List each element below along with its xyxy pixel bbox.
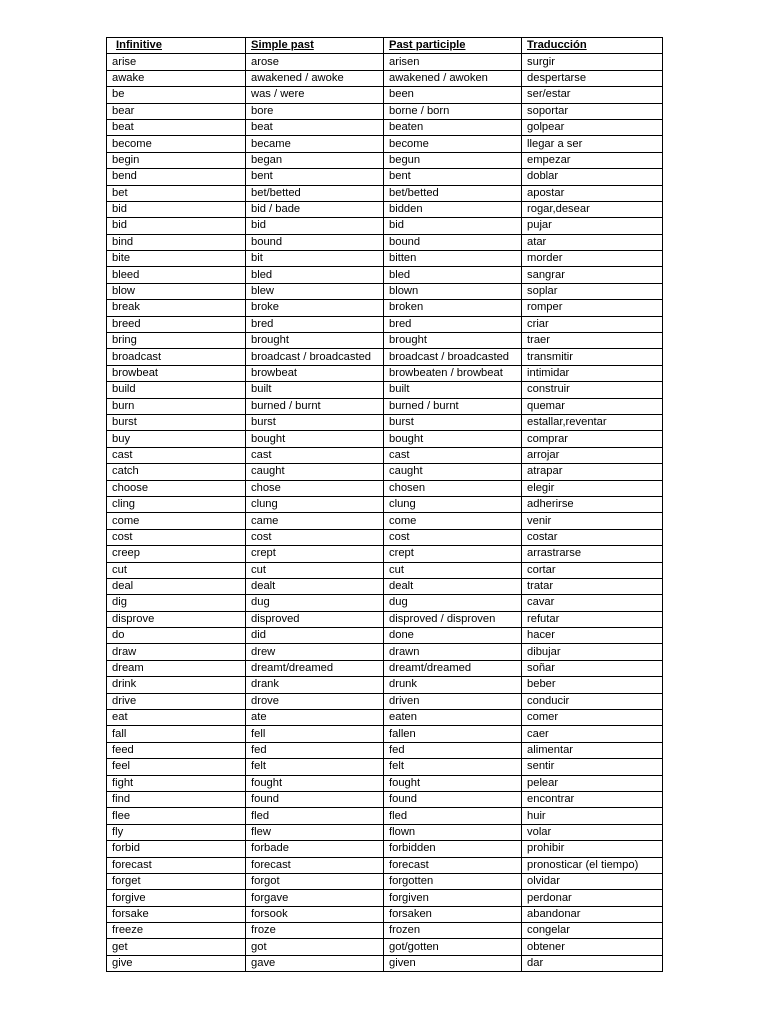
traduccion-cell: soportar <box>522 103 663 119</box>
infinitive-cell: blow <box>107 283 246 299</box>
past-participle-cell: forecast <box>384 857 522 873</box>
traduccion-cell: caer <box>522 726 663 742</box>
traduccion-cell: beber <box>522 677 663 693</box>
table-row <box>107 726 663 742</box>
simple-past-cell: froze <box>246 923 384 939</box>
traduccion-cell: quemar <box>522 398 663 414</box>
table-row <box>107 906 663 922</box>
simple-past-cell: flew <box>246 824 384 840</box>
infinitive-cell: beat <box>107 119 246 135</box>
infinitive-cell: dig <box>107 595 246 611</box>
traduccion-cell: atrapar <box>522 464 663 480</box>
simple-past-cell: forgave <box>246 890 384 906</box>
infinitive-cell: breed <box>107 316 246 332</box>
infinitive-cell: do <box>107 628 246 644</box>
table-row <box>107 382 663 398</box>
traduccion-cell: ser/estar <box>522 87 663 103</box>
simple-past-cell: gave <box>246 955 384 971</box>
past-participle-cell: bent <box>384 169 522 185</box>
past-participle-cell: blown <box>384 283 522 299</box>
traduccion-cell: conducir <box>522 693 663 709</box>
traduccion-cell: transmitir <box>522 349 663 365</box>
simple-past-cell: forgot <box>246 873 384 889</box>
past-participle-cell: built <box>384 382 522 398</box>
table-row <box>107 529 663 545</box>
past-participle-cell: forbidden <box>384 841 522 857</box>
table-row <box>107 611 663 627</box>
table-row <box>107 791 663 807</box>
infinitive-cell: feed <box>107 742 246 758</box>
infinitive-cell: fall <box>107 726 246 742</box>
table-row <box>107 841 663 857</box>
traduccion-cell: encontrar <box>522 791 663 807</box>
past-participle-cell: brought <box>384 333 522 349</box>
table-row <box>107 578 663 594</box>
infinitive-cell: bear <box>107 103 246 119</box>
simple-past-cell: disproved <box>246 611 384 627</box>
header-infinitive: Infinitive <box>107 38 246 54</box>
table-row <box>107 119 663 135</box>
infinitive-cell: feel <box>107 759 246 775</box>
table-row <box>107 693 663 709</box>
traduccion-cell: llegar a ser <box>522 136 663 152</box>
past-participle-cell: eaten <box>384 710 522 726</box>
traduccion-cell: construir <box>522 382 663 398</box>
simple-past-cell: felt <box>246 759 384 775</box>
traduccion-cell: comprar <box>522 431 663 447</box>
past-participle-cell: bitten <box>384 251 522 267</box>
infinitive-cell: forget <box>107 873 246 889</box>
traduccion-cell: adherirse <box>522 496 663 512</box>
past-participle-cell: fought <box>384 775 522 791</box>
past-participle-cell: been <box>384 87 522 103</box>
simple-past-cell: bred <box>246 316 384 332</box>
simple-past-cell: bid / bade <box>246 201 384 217</box>
traduccion-cell: arrastrarse <box>522 546 663 562</box>
infinitive-cell: forecast <box>107 857 246 873</box>
infinitive-cell: come <box>107 513 246 529</box>
traduccion-cell: pujar <box>522 218 663 234</box>
simple-past-cell: drank <box>246 677 384 693</box>
simple-past-cell: burst <box>246 414 384 430</box>
infinitive-cell: bleed <box>107 267 246 283</box>
table-row <box>107 54 663 70</box>
simple-past-cell: caught <box>246 464 384 480</box>
infinitive-cell: freeze <box>107 923 246 939</box>
traduccion-cell: morder <box>522 251 663 267</box>
infinitive-cell: burn <box>107 398 246 414</box>
traduccion-cell: elegir <box>522 480 663 496</box>
simple-past-cell: awakened / awoke <box>246 70 384 86</box>
infinitive-cell: burst <box>107 414 246 430</box>
simple-past-cell: ate <box>246 710 384 726</box>
past-participle-cell: drawn <box>384 644 522 660</box>
traduccion-cell: atar <box>522 234 663 250</box>
simple-past-cell: dealt <box>246 578 384 594</box>
table-row <box>107 513 663 529</box>
infinitive-cell: cling <box>107 496 246 512</box>
infinitive-cell: forsake <box>107 906 246 922</box>
simple-past-cell: bid <box>246 218 384 234</box>
past-participle-cell: arisen <box>384 54 522 70</box>
infinitive-cell: choose <box>107 480 246 496</box>
infinitive-cell: bet <box>107 185 246 201</box>
simple-past-cell: came <box>246 513 384 529</box>
verb-table-body <box>107 54 663 972</box>
simple-past-cell: browbeat <box>246 365 384 381</box>
table-row <box>107 201 663 217</box>
table-row <box>107 644 663 660</box>
past-participle-cell: borne / born <box>384 103 522 119</box>
simple-past-cell: bet/betted <box>246 185 384 201</box>
table-row <box>107 759 663 775</box>
simple-past-cell: built <box>246 382 384 398</box>
past-participle-cell: burned / burnt <box>384 398 522 414</box>
past-participle-cell: fled <box>384 808 522 824</box>
table-row <box>107 595 663 611</box>
simple-past-cell: fell <box>246 726 384 742</box>
past-participle-cell: drunk <box>384 677 522 693</box>
past-participle-cell: beaten <box>384 119 522 135</box>
infinitive-cell: forbid <box>107 841 246 857</box>
simple-past-cell: found <box>246 791 384 807</box>
past-participle-cell: disproved / disproven <box>384 611 522 627</box>
table-row <box>107 496 663 512</box>
traduccion-cell: refutar <box>522 611 663 627</box>
past-participle-cell: caught <box>384 464 522 480</box>
past-participle-cell: begun <box>384 152 522 168</box>
past-participle-cell: forsaken <box>384 906 522 922</box>
header-row <box>107 38 663 54</box>
traduccion-cell: sentir <box>522 759 663 775</box>
table-row <box>107 251 663 267</box>
infinitive-cell: bite <box>107 251 246 267</box>
table-row <box>107 316 663 332</box>
traduccion-cell: hacer <box>522 628 663 644</box>
table-row <box>107 824 663 840</box>
simple-past-cell: cost <box>246 529 384 545</box>
simple-past-cell: forbade <box>246 841 384 857</box>
table-row <box>107 939 663 955</box>
traduccion-cell: olvidar <box>522 873 663 889</box>
table-row <box>107 955 663 971</box>
infinitive-cell: bend <box>107 169 246 185</box>
infinitive-cell: awake <box>107 70 246 86</box>
traduccion-cell: dar <box>522 955 663 971</box>
infinitive-cell: disprove <box>107 611 246 627</box>
traduccion-cell: congelar <box>522 923 663 939</box>
infinitive-cell: be <box>107 87 246 103</box>
past-participle-cell: cost <box>384 529 522 545</box>
infinitive-cell: browbeat <box>107 365 246 381</box>
traduccion-cell: soplar <box>522 283 663 299</box>
simple-past-cell: got <box>246 939 384 955</box>
past-participle-cell: come <box>384 513 522 529</box>
past-participle-cell: crept <box>384 546 522 562</box>
table-row <box>107 169 663 185</box>
simple-past-cell: was / were <box>246 87 384 103</box>
simple-past-cell: clung <box>246 496 384 512</box>
table-row <box>107 923 663 939</box>
simple-past-cell: broadcast / broadcasted <box>246 349 384 365</box>
simple-past-cell: cast <box>246 447 384 463</box>
past-participle-cell: driven <box>384 693 522 709</box>
table-row <box>107 218 663 234</box>
simple-past-cell: did <box>246 628 384 644</box>
table-row <box>107 398 663 414</box>
infinitive-cell: fly <box>107 824 246 840</box>
simple-past-cell: bound <box>246 234 384 250</box>
table-row <box>107 562 663 578</box>
table-row <box>107 431 663 447</box>
infinitive-cell: bind <box>107 234 246 250</box>
infinitive-cell: deal <box>107 578 246 594</box>
traduccion-cell: traer <box>522 333 663 349</box>
simple-past-cell: bent <box>246 169 384 185</box>
simple-past-cell: brought <box>246 333 384 349</box>
infinitive-cell: get <box>107 939 246 955</box>
simple-past-cell: broke <box>246 300 384 316</box>
traduccion-cell: romper <box>522 300 663 316</box>
infinitive-cell: catch <box>107 464 246 480</box>
infinitive-cell: bid <box>107 201 246 217</box>
traduccion-cell: costar <box>522 529 663 545</box>
traduccion-cell: alimentar <box>522 742 663 758</box>
infinitive-cell: cast <box>107 447 246 463</box>
past-participle-cell: become <box>384 136 522 152</box>
past-participle-cell: bound <box>384 234 522 250</box>
table-row <box>107 464 663 480</box>
table-row <box>107 447 663 463</box>
simple-past-cell: drove <box>246 693 384 709</box>
simple-past-cell: dreamt/dreamed <box>246 660 384 676</box>
infinitive-cell: break <box>107 300 246 316</box>
infinitive-cell: drive <box>107 693 246 709</box>
table-row <box>107 103 663 119</box>
simple-past-cell: beat <box>246 119 384 135</box>
traduccion-cell: obtener <box>522 939 663 955</box>
simple-past-cell: forsook <box>246 906 384 922</box>
traduccion-cell: rogar,desear <box>522 201 663 217</box>
infinitive-cell: bring <box>107 333 246 349</box>
table-row <box>107 365 663 381</box>
simple-past-cell: burned / burnt <box>246 398 384 414</box>
table-row <box>107 775 663 791</box>
past-participle-cell: broken <box>384 300 522 316</box>
past-participle-cell: given <box>384 955 522 971</box>
table-row <box>107 349 663 365</box>
past-participle-cell: bled <box>384 267 522 283</box>
infinitive-cell: find <box>107 791 246 807</box>
infinitive-cell: eat <box>107 710 246 726</box>
past-participle-cell: got/gotten <box>384 939 522 955</box>
past-participle-cell: chosen <box>384 480 522 496</box>
past-participle-cell: bidden <box>384 201 522 217</box>
traduccion-cell: pelear <box>522 775 663 791</box>
past-participle-cell: burst <box>384 414 522 430</box>
traduccion-cell: soñar <box>522 660 663 676</box>
simple-past-cell: chose <box>246 480 384 496</box>
infinitive-cell: dream <box>107 660 246 676</box>
verb-table <box>106 37 663 972</box>
past-participle-cell: dug <box>384 595 522 611</box>
simple-past-cell: bore <box>246 103 384 119</box>
past-participle-cell: bought <box>384 431 522 447</box>
past-participle-cell: bred <box>384 316 522 332</box>
simple-past-cell: fought <box>246 775 384 791</box>
past-participle-cell: dealt <box>384 578 522 594</box>
traduccion-cell: dibujar <box>522 644 663 660</box>
simple-past-cell: drew <box>246 644 384 660</box>
simple-past-cell: began <box>246 152 384 168</box>
past-participle-cell: dreamt/dreamed <box>384 660 522 676</box>
simple-past-cell: bit <box>246 251 384 267</box>
infinitive-cell: flee <box>107 808 246 824</box>
simple-past-cell: bought <box>246 431 384 447</box>
simple-past-cell: cut <box>246 562 384 578</box>
traduccion-cell: tratar <box>522 578 663 594</box>
traduccion-cell: sangrar <box>522 267 663 283</box>
past-participle-cell: clung <box>384 496 522 512</box>
traduccion-cell: cavar <box>522 595 663 611</box>
table-row <box>107 628 663 644</box>
traduccion-cell: comer <box>522 710 663 726</box>
past-participle-cell: forgotten <box>384 873 522 889</box>
traduccion-cell: golpear <box>522 119 663 135</box>
table-row <box>107 890 663 906</box>
past-participle-cell: broadcast / broadcasted <box>384 349 522 365</box>
infinitive-cell: become <box>107 136 246 152</box>
past-participle-cell: awakened / awoken <box>384 70 522 86</box>
simple-past-cell: fled <box>246 808 384 824</box>
table-row <box>107 136 663 152</box>
traduccion-cell: prohibir <box>522 841 663 857</box>
past-participle-cell: frozen <box>384 923 522 939</box>
infinitive-cell: arise <box>107 54 246 70</box>
traduccion-cell: empezar <box>522 152 663 168</box>
past-participle-cell: felt <box>384 759 522 775</box>
table-row <box>107 808 663 824</box>
past-participle-cell: done <box>384 628 522 644</box>
infinitive-cell: fight <box>107 775 246 791</box>
traduccion-cell: apostar <box>522 185 663 201</box>
past-participle-cell: bid <box>384 218 522 234</box>
table-row <box>107 742 663 758</box>
traduccion-cell: criar <box>522 316 663 332</box>
simple-past-cell: forecast <box>246 857 384 873</box>
table-row <box>107 185 663 201</box>
traduccion-cell: cortar <box>522 562 663 578</box>
header-past-participle: Past participle <box>384 38 522 54</box>
traduccion-cell: arrojar <box>522 447 663 463</box>
infinitive-cell: creep <box>107 546 246 562</box>
past-participle-cell: browbeaten / browbeat <box>384 365 522 381</box>
table-row <box>107 710 663 726</box>
simple-past-cell: became <box>246 136 384 152</box>
past-participle-cell: fallen <box>384 726 522 742</box>
infinitive-cell: give <box>107 955 246 971</box>
infinitive-cell: buy <box>107 431 246 447</box>
simple-past-cell: dug <box>246 595 384 611</box>
table-row <box>107 546 663 562</box>
traduccion-cell: intimidar <box>522 365 663 381</box>
traduccion-cell: volar <box>522 824 663 840</box>
infinitive-cell: broadcast <box>107 349 246 365</box>
simple-past-cell: blew <box>246 283 384 299</box>
table-row <box>107 333 663 349</box>
traduccion-cell: pronosticar (el tiempo) <box>522 857 663 873</box>
table-row <box>107 677 663 693</box>
table-row <box>107 234 663 250</box>
traduccion-cell: huir <box>522 808 663 824</box>
traduccion-cell: estallar,reventar <box>522 414 663 430</box>
past-participle-cell: fed <box>384 742 522 758</box>
traduccion-cell: venir <box>522 513 663 529</box>
simple-past-cell: fed <box>246 742 384 758</box>
simple-past-cell: arose <box>246 54 384 70</box>
table-row <box>107 873 663 889</box>
traduccion-cell: doblar <box>522 169 663 185</box>
infinitive-cell: drink <box>107 677 246 693</box>
header-simple-past: Simple past <box>246 38 384 54</box>
infinitive-cell: cost <box>107 529 246 545</box>
past-participle-cell: cut <box>384 562 522 578</box>
infinitive-cell: forgive <box>107 890 246 906</box>
past-participle-cell: forgiven <box>384 890 522 906</box>
traduccion-cell: perdonar <box>522 890 663 906</box>
infinitive-cell: build <box>107 382 246 398</box>
past-participle-cell: flown <box>384 824 522 840</box>
traduccion-cell: abandonar <box>522 906 663 922</box>
table-row <box>107 152 663 168</box>
infinitive-cell: cut <box>107 562 246 578</box>
past-participle-cell: bet/betted <box>384 185 522 201</box>
infinitive-cell: begin <box>107 152 246 168</box>
table-row <box>107 660 663 676</box>
simple-past-cell: crept <box>246 546 384 562</box>
past-participle-cell: cast <box>384 447 522 463</box>
traduccion-cell: surgir <box>522 54 663 70</box>
traduccion-cell: despertarse <box>522 70 663 86</box>
header-traduccion: Traducción <box>522 38 663 54</box>
table-row <box>107 70 663 86</box>
table-row <box>107 480 663 496</box>
infinitive-cell: draw <box>107 644 246 660</box>
infinitive-cell: bid <box>107 218 246 234</box>
simple-past-cell: bled <box>246 267 384 283</box>
table-row <box>107 283 663 299</box>
past-participle-cell: found <box>384 791 522 807</box>
table-row <box>107 300 663 316</box>
table-row <box>107 414 663 430</box>
table-row <box>107 87 663 103</box>
table-row <box>107 267 663 283</box>
table-row <box>107 857 663 873</box>
